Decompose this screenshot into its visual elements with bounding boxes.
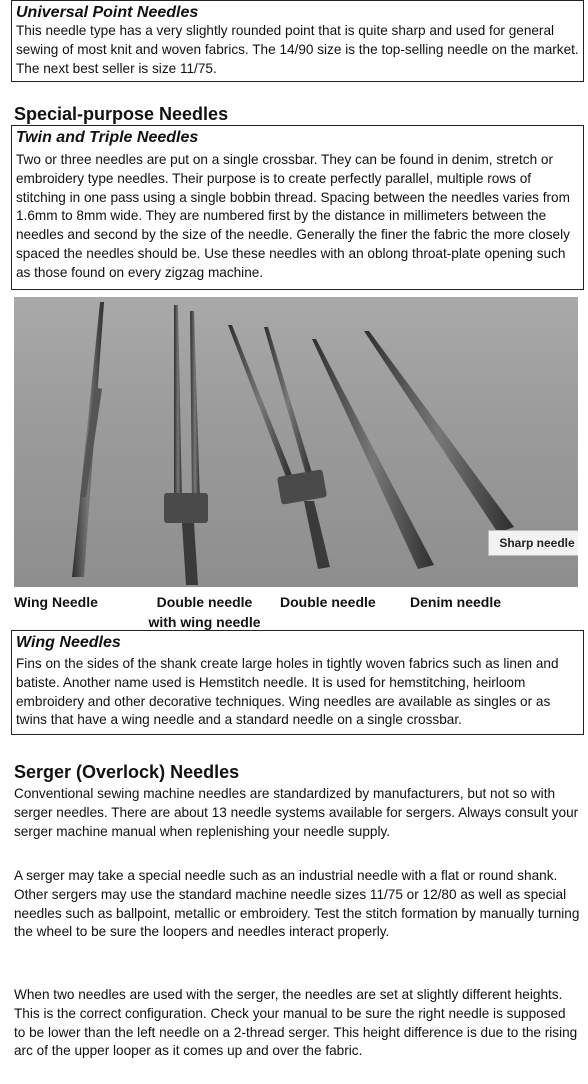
wing-needle-shape: [72, 302, 104, 577]
caption-double-needle: Double needle: [280, 594, 376, 610]
serger-paragraph-2: [14, 867, 580, 942]
double-wing-needle-shape: [164, 305, 208, 585]
serger-text-2: A serger may take a special needle such as an industrial needle with a flat or round shank. Other sergers may use the standard machine needle sizes 11/75 or 12/80 as well as special needles such as ballpoint, metallic or embroidery. Test the stitch formation by manually turning the wheel to be sure the loopers and needles interact properly.: [14, 868, 580, 940]
caption-double-wing-line2: with wing needle: [148, 614, 261, 630]
double-needle-shape: [228, 325, 330, 569]
wing-needles-box: [11, 630, 584, 735]
universal-needles-box: [11, 0, 584, 82]
serger-text-1: Conventional sewing machine needles are standardized by manufacturers, but not so with serger needles. There are about 13 needle systems available for sergers. Always consult your serger machine manual when replenishing your needle supply.: [14, 786, 579, 839]
caption-wing-needle: Wing Needle: [14, 594, 98, 610]
caption-double-wing: [142, 592, 267, 632]
serger-paragraph-1: [14, 785, 580, 841]
special-purpose-heading: Special-purpose Needles: [14, 104, 229, 124]
wing-needles-title: Wing Needles: [16, 634, 121, 651]
caption-denim-needle: Denim needle: [410, 594, 502, 610]
denim-needle-shape: [312, 339, 434, 569]
twin-needles-box: [11, 125, 584, 290]
universal-needles-text: This needle type has a very slightly rounded point that is quite sharp and used for general sewing of most knit and woven fabrics. The 14/90 size is the top-selling needle on the market. The next best seller is size 11/75.: [16, 23, 579, 76]
twin-needles-title: Twin and Triple Needles: [16, 129, 199, 146]
sharp-needle-shape: [364, 331, 514, 533]
caption-double-wing-line1: Double needle: [156, 594, 253, 610]
wing-needles-text: Fins on the sides of the shank create large holes in tightly woven fabrics such as linen and batiste. Another name used is Hemstitch needle. It is used for hemstitching, heirloom embroidery and other decorative techniques. Wing needles are available as singles or as twins that have a wing needle and a standard needle on a single crossbar.: [16, 656, 559, 728]
needles-photo: [14, 297, 578, 587]
serger-heading: Serger (Overlock) Needles: [14, 762, 240, 782]
serger-paragraph-3: [14, 986, 580, 1061]
serger-text-3: When two needles are used with the serger, the needles are set at slightly different heights. This is the correct configuration. Check your manual to be sure the right needle is supposed to be lower than the left needle on a 2-thread serger. This height difference is due to the rising arc of the upper looper as it comes up and over the fabric.: [14, 987, 578, 1059]
universal-needles-title: Universal Point Needles: [16, 4, 199, 21]
twin-needles-text: Two or three needles are put on a single crossbar. They can be found in denim, stretch or embroidery type needles. Their purpose is to create perfectly parallel, multiple rows of stitching in one pass using a single bobbin thread. Spacing between the needles varies from 1.6mm to 8mm wide. They are numbered first by the distance in millimeters between the needles and second by the size of the needle. Generally the finer the fabric the more closely spaced the needles should be. Use these needles with an oblong throat-plate opening such as those found on every zigzag machine.: [16, 152, 570, 280]
sharp-needle-label: Sharp needle: [488, 530, 578, 556]
